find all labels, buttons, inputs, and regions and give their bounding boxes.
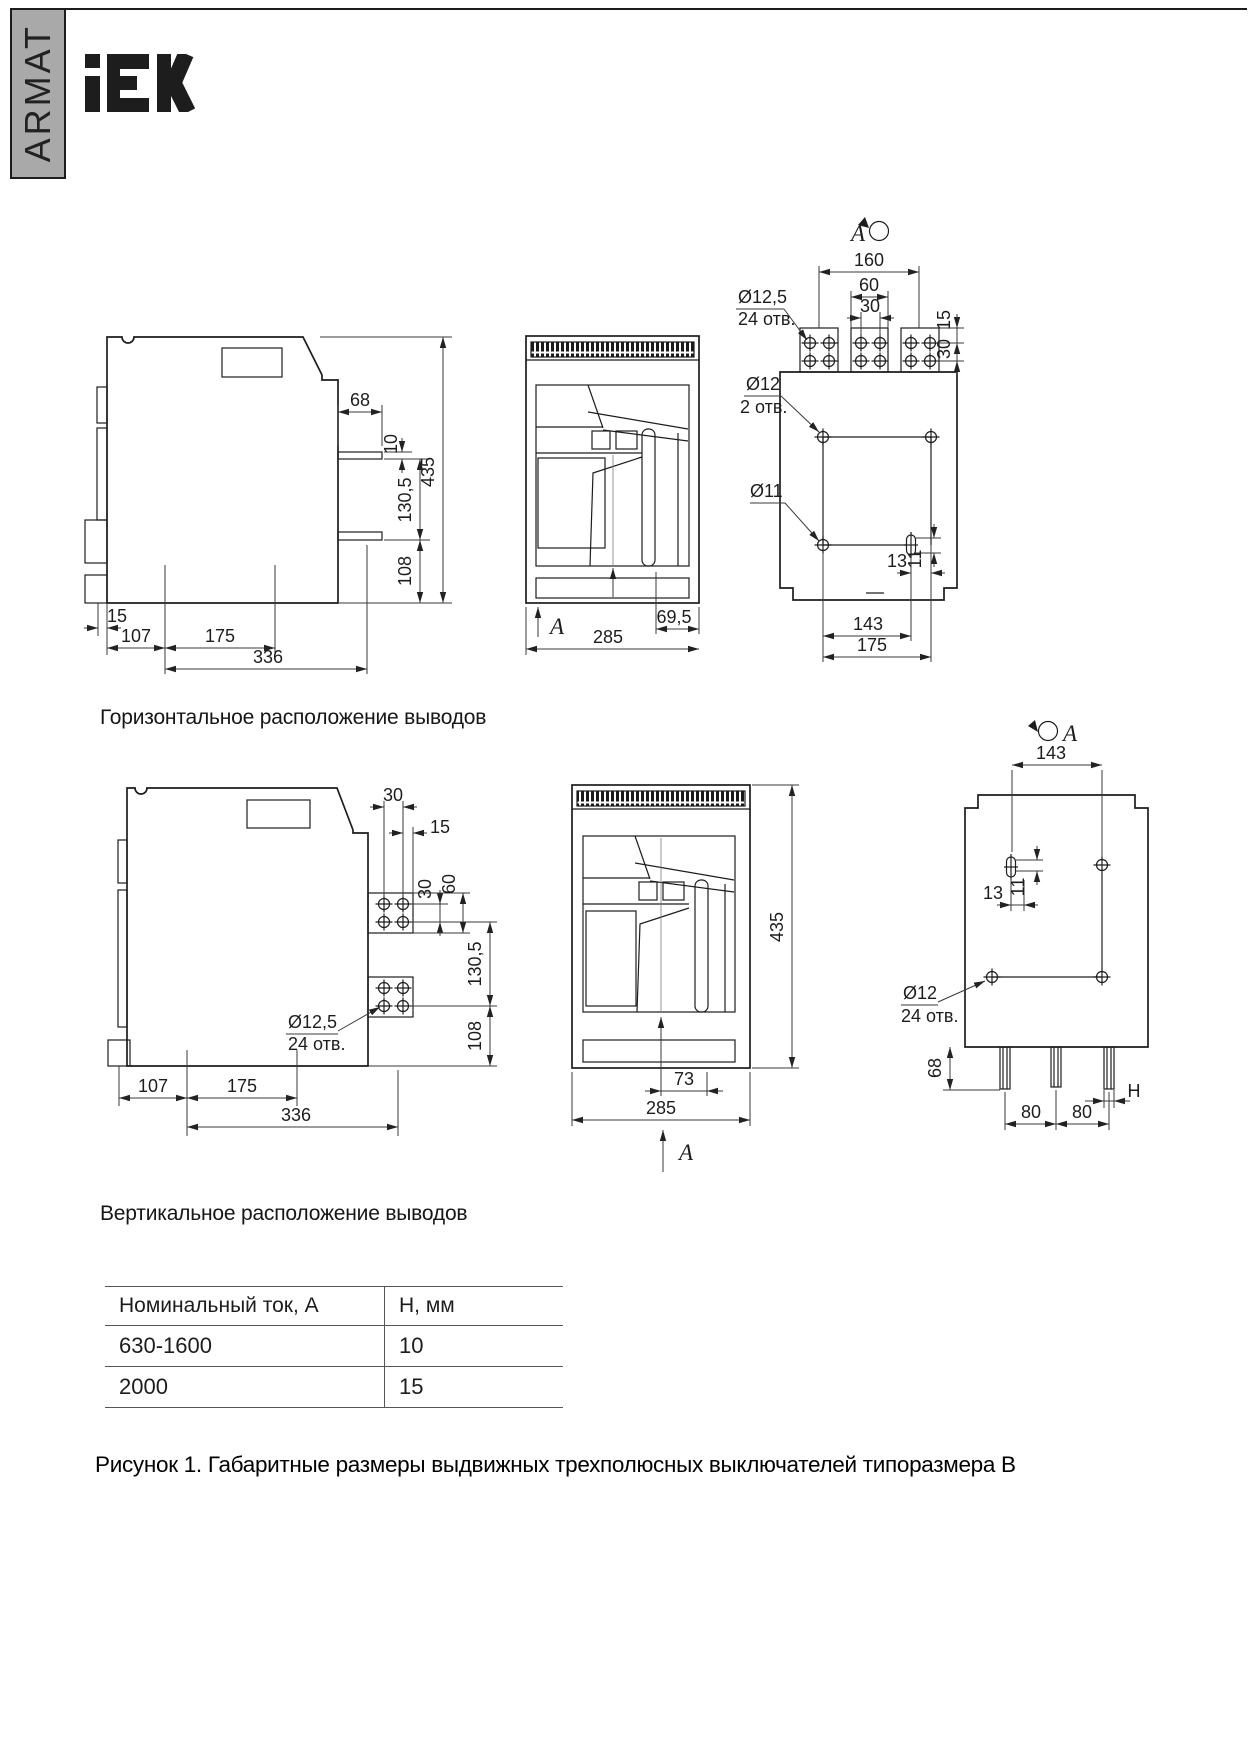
dim-73: 73 — [673, 1069, 695, 1089]
dim-15: 15 — [106, 606, 128, 626]
dim-130-5: 130,5 — [465, 941, 485, 987]
section-label-vertical: Вертикальное расположение выводов — [100, 1202, 468, 1225]
hole-count-24: 24 отв. — [288, 1034, 346, 1054]
hole-count-24: 24 отв. — [738, 309, 796, 329]
dim-30: 30 — [382, 785, 404, 805]
drawing-h-rear-view — [736, 217, 964, 662]
dim-30-right: 30 — [415, 878, 435, 900]
table-row — [105, 1326, 563, 1367]
dim-435: 435 — [767, 911, 787, 943]
dim-336: 336 — [280, 1105, 312, 1125]
dim-108: 108 — [395, 555, 415, 587]
hole-count-24: 24 отв. — [901, 1006, 959, 1026]
dim-69-5: 69,5 — [656, 607, 692, 627]
dim-175: 175 — [856, 635, 888, 655]
dim-30-right: 30 — [934, 338, 954, 360]
dim-15: 15 — [430, 817, 451, 837]
dim-435: 435 — [418, 456, 438, 488]
cell-h-value: 10 — [385, 1326, 564, 1367]
hole-label-11: Ø11 — [750, 481, 783, 501]
view-marker — [1028, 720, 1058, 741]
view-marker-label: A — [1062, 721, 1078, 746]
drawing-v-side-view — [108, 785, 497, 1136]
hole-count-2: 2 отв. — [740, 397, 788, 417]
dim-15: 15 — [934, 309, 954, 331]
dim-175: 175 — [226, 1076, 258, 1096]
view-marker-label: A — [850, 221, 866, 246]
dim-68: 68 — [925, 1057, 945, 1079]
dim-80-right: 80 — [1071, 1102, 1093, 1122]
dim-60: 60 — [858, 275, 880, 295]
dimension-lines — [572, 785, 799, 1172]
column-header-h: Н, мм — [385, 1287, 564, 1326]
terminal-pads — [800, 328, 939, 372]
table-row — [105, 1367, 563, 1408]
dim-80-left: 80 — [1020, 1102, 1042, 1122]
dim-13: 13 — [886, 551, 908, 571]
dim-143: 143 — [1035, 743, 1067, 763]
drawing-v-front-view — [572, 785, 799, 1172]
dim-285: 285 — [645, 1098, 677, 1118]
hole-label-12: Ø12 — [903, 983, 938, 1003]
h-dimension-table — [105, 1286, 563, 1408]
armat-banner-label: ARMAT — [17, 24, 58, 163]
cell-h-value: 15 — [385, 1367, 564, 1408]
dim-10: 10 — [381, 433, 401, 455]
dim-13: 13 — [982, 883, 1004, 903]
dim-336: 336 — [252, 647, 284, 667]
dim-107: 107 — [120, 626, 152, 646]
dim-285: 285 — [592, 627, 624, 647]
drawing-h-side-view — [84, 337, 452, 674]
dim-160: 160 — [853, 250, 885, 270]
terminal-pads — [368, 893, 413, 1017]
drawing-h-front-view — [526, 336, 699, 655]
view-arrow-label: A — [549, 614, 565, 639]
figure-caption: Рисунок 1. Габаритные размеры выдвижных трехполюсных выключателей типоразмера В — [95, 1452, 1016, 1477]
drawing-v-rear-view — [901, 720, 1148, 1130]
dim-68: 68 — [349, 390, 371, 410]
view-arrow-label: A — [678, 1140, 694, 1165]
dim-H: H — [1127, 1081, 1141, 1101]
dim-107: 107 — [137, 1076, 169, 1096]
dim-11: 11 — [1008, 877, 1028, 897]
section-label-horizontal: Горизонтальное расположение выводов — [100, 706, 487, 729]
dim-143: 143 — [852, 614, 884, 634]
column-header-current: Номинальный ток, А — [105, 1287, 385, 1326]
cell-current-range: 630-1600 — [105, 1326, 385, 1367]
dim-60: 60 — [439, 873, 459, 895]
cell-current-range: 2000 — [105, 1367, 385, 1408]
hole-label-12-5: Ø12,5 — [288, 1012, 338, 1032]
hole-label-12: Ø12 — [746, 374, 781, 394]
dim-30: 30 — [859, 296, 881, 316]
dim-175: 175 — [204, 626, 236, 646]
dimension-lines — [119, 801, 497, 1136]
dim-130-5: 130,5 — [395, 477, 415, 523]
hole-label-12-5: Ø12,5 — [738, 287, 788, 307]
table-header-row — [105, 1287, 563, 1326]
terminal-prongs — [1000, 1047, 1114, 1089]
dim-108: 108 — [465, 1020, 485, 1052]
dim-11: 11 — [905, 549, 925, 569]
